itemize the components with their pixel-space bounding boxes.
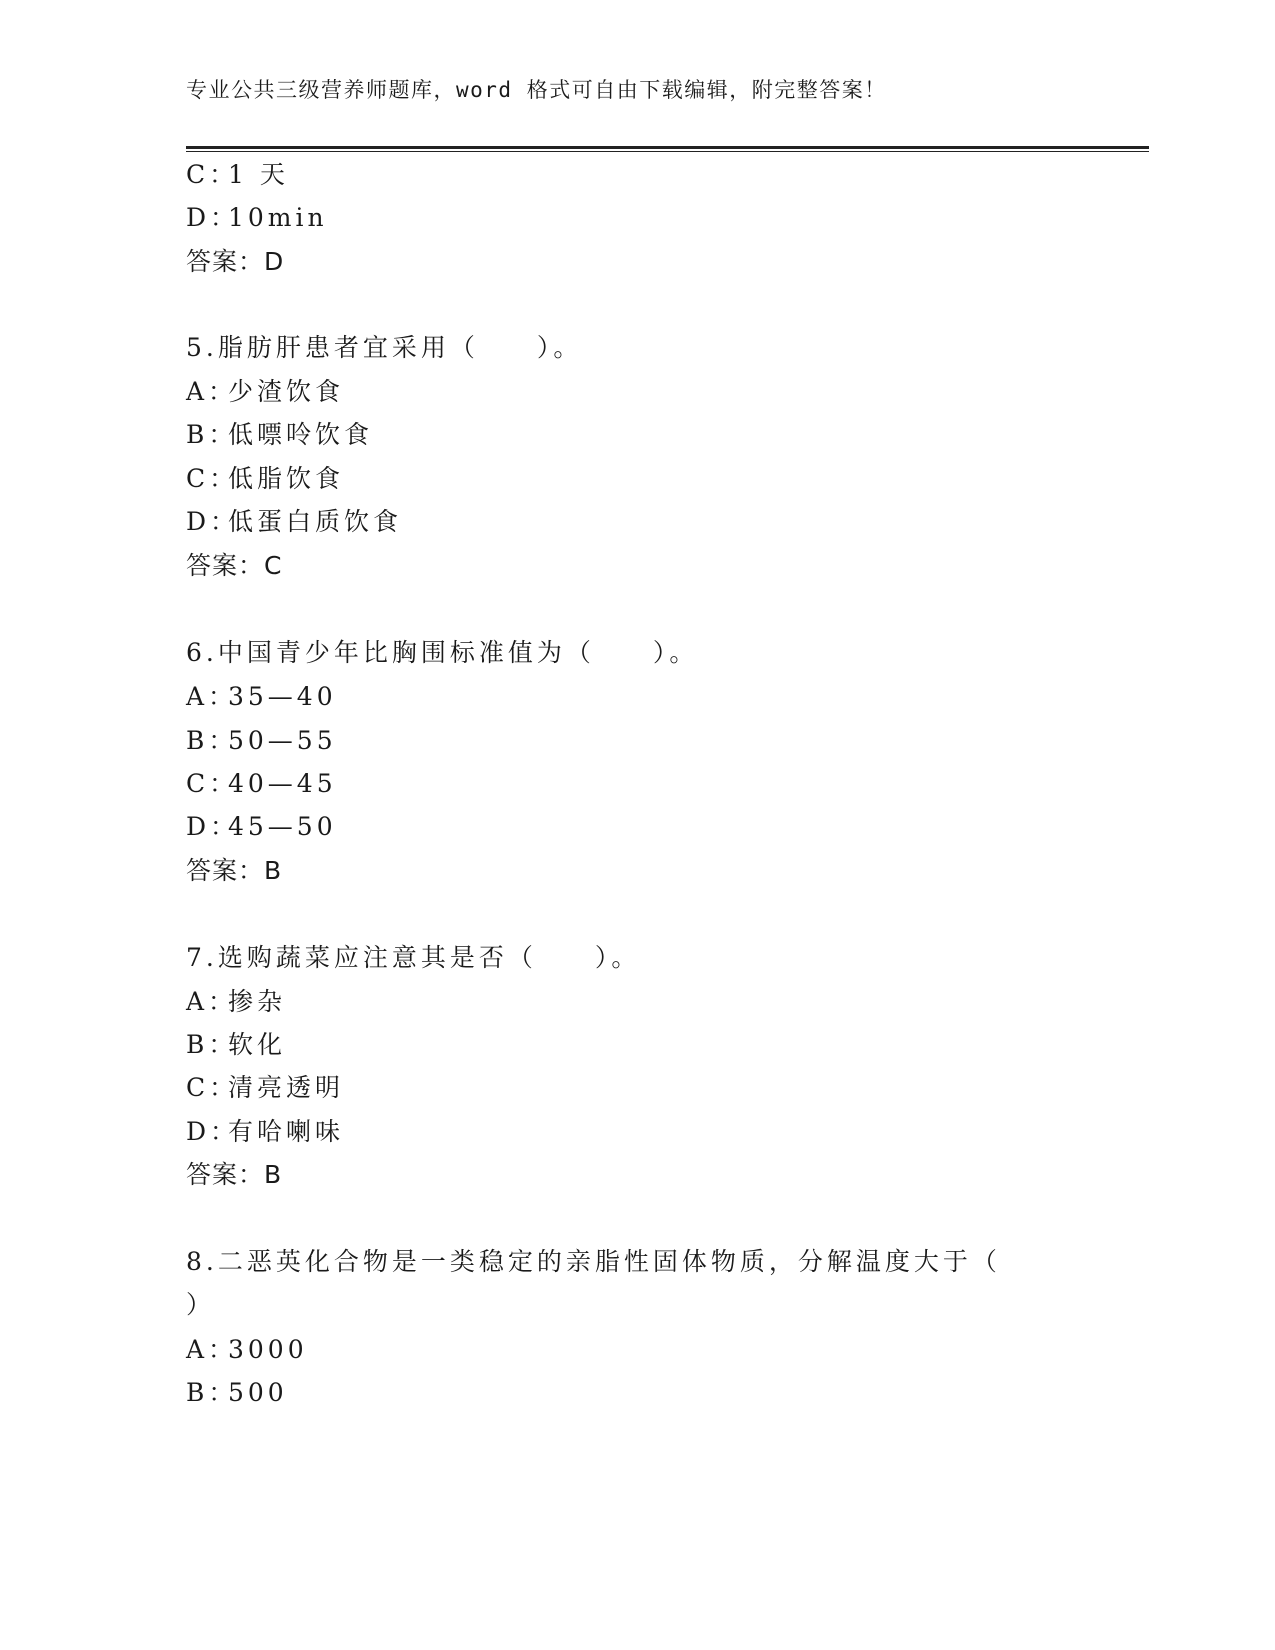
option-key: D： xyxy=(186,507,240,536)
option-text: 3000 xyxy=(228,1335,308,1364)
option-text: 1 天 xyxy=(228,160,289,189)
option-line xyxy=(186,1378,288,1408)
option-text: 10min xyxy=(228,203,328,232)
option-text: 软化 xyxy=(228,1030,287,1059)
option-text: 低脂饮食 xyxy=(228,464,345,493)
option-line xyxy=(186,769,337,799)
option-key: B： xyxy=(186,420,238,449)
option-text: 有哈喇味 xyxy=(228,1117,345,1146)
option-line xyxy=(186,1030,286,1060)
answer-line: 答案：B xyxy=(186,1160,283,1189)
question-line: ） xyxy=(186,1290,216,1319)
option-text: 掺杂 xyxy=(228,987,287,1016)
option-line xyxy=(186,726,337,756)
option-key: B： xyxy=(186,1378,238,1407)
option-line xyxy=(186,812,337,842)
answer-line: 答案：B xyxy=(186,856,283,885)
option-text: 35—40 xyxy=(228,682,337,711)
option-text: 50—55 xyxy=(228,726,337,755)
option-line xyxy=(186,682,337,712)
option-line xyxy=(186,987,286,1017)
option-line xyxy=(186,420,373,450)
option-key: D： xyxy=(186,812,240,841)
option-text: 低嘌呤饮食 xyxy=(228,420,374,449)
option-key: C： xyxy=(186,464,239,493)
header-rule-thick xyxy=(186,146,1149,149)
option-key: A： xyxy=(186,682,238,711)
option-line xyxy=(186,1117,344,1147)
header-rule-thin xyxy=(186,151,1149,152)
option-line xyxy=(186,464,344,494)
option-key: B： xyxy=(186,1030,238,1059)
page-header: 专业公共三级营养师题库，word 格式可自由下载编辑，附完整答案！ xyxy=(186,78,887,102)
option-key: C： xyxy=(186,1073,239,1102)
question-line: 6.中国青少年比胸围标准值为（ ）。 xyxy=(186,638,699,667)
option-text: 45—50 xyxy=(228,812,337,841)
option-text: 少渣饮食 xyxy=(228,377,345,406)
option-key: D： xyxy=(186,203,240,232)
question-line: 8.二恶英化合物是一类稳定的亲脂性固体物质，分解温度大于（ xyxy=(186,1247,1001,1276)
option-line xyxy=(186,377,344,407)
question-line: 5.脂肪肝患者宜采用（ ）。 xyxy=(186,333,583,362)
option-line xyxy=(186,1335,308,1365)
option-line xyxy=(186,160,289,190)
option-line xyxy=(186,203,328,233)
option-text: 40—45 xyxy=(228,769,337,798)
answer-line: 答案：D xyxy=(186,247,285,276)
option-line xyxy=(186,1073,344,1103)
option-text: 低蛋白质饮食 xyxy=(228,507,403,536)
option-key: C： xyxy=(186,769,239,798)
option-key: B： xyxy=(186,726,238,755)
option-key: D： xyxy=(186,1117,240,1146)
option-key: C： xyxy=(186,160,239,189)
option-text: 500 xyxy=(228,1378,288,1407)
option-key: A： xyxy=(186,1335,238,1364)
option-key: A： xyxy=(186,377,238,406)
answer-line: 答案：C xyxy=(186,551,283,580)
question-line: 7.选购蔬菜应注意其是否（ ）。 xyxy=(186,943,641,972)
option-text: 清亮透明 xyxy=(228,1073,345,1102)
option-line xyxy=(186,507,402,537)
option-key: A： xyxy=(186,987,238,1016)
